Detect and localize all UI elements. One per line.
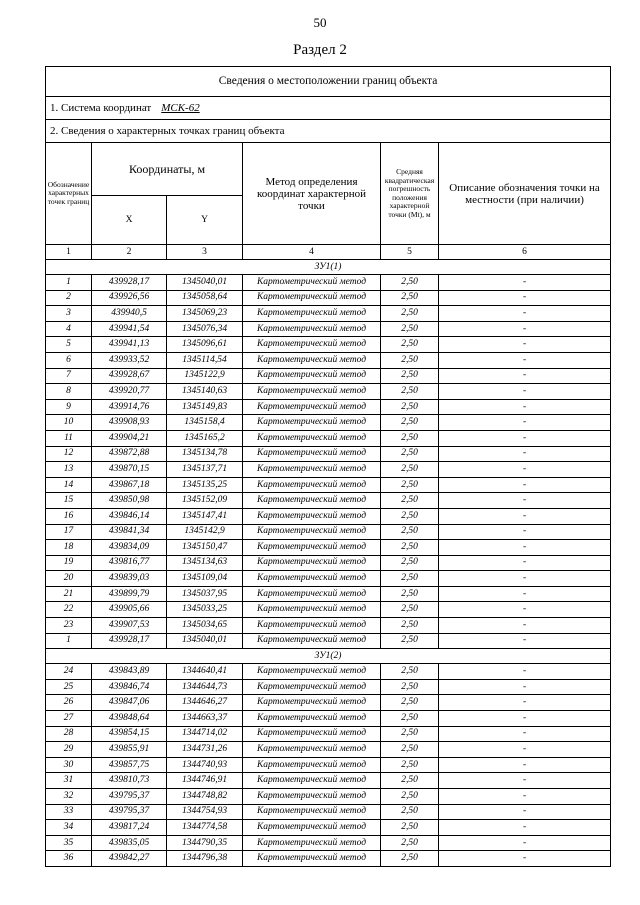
description-cell: -: [439, 618, 611, 634]
point-number-cell: 32: [46, 789, 92, 805]
point-number-cell: 25: [46, 679, 92, 695]
error-cell: 2,50: [381, 804, 439, 820]
table-row: [46, 306, 611, 322]
point-number-cell: 8: [46, 384, 92, 400]
table-row: [46, 726, 611, 742]
x-cell: 439941,13: [92, 337, 167, 353]
column-number: 2: [92, 245, 167, 260]
error-cell: 2,50: [381, 493, 439, 509]
table-row: [46, 446, 611, 462]
point-number-cell: 6: [46, 352, 92, 368]
x-cell: 439928,17: [92, 275, 167, 291]
y-cell: 1344714,02: [167, 726, 243, 742]
x-cell: 439834,09: [92, 540, 167, 556]
description-cell: -: [439, 804, 611, 820]
description-cell: -: [439, 446, 611, 462]
x-cell: 439904,21: [92, 430, 167, 446]
y-cell: 1345033,25: [167, 602, 243, 618]
error-cell: 2,50: [381, 633, 439, 649]
section-title: Раздел 2: [293, 42, 347, 58]
error-cell: 2,50: [381, 540, 439, 556]
method-cell: Картометрический метод: [243, 430, 381, 446]
header-method: Метод определения координат характерной точки: [243, 143, 381, 245]
description-cell: -: [439, 602, 611, 618]
column-number: 6: [439, 245, 611, 260]
y-cell: 1345040,01: [167, 275, 243, 291]
y-cell: 1344644,73: [167, 679, 243, 695]
method-cell: Картометрический метод: [243, 851, 381, 867]
y-cell: 1344796,38: [167, 851, 243, 867]
error-cell: 2,50: [381, 695, 439, 711]
x-cell: 439928,17: [92, 633, 167, 649]
description-cell: -: [439, 415, 611, 431]
point-number-cell: 28: [46, 726, 92, 742]
method-cell: Картометрический метод: [243, 571, 381, 587]
table-row: [46, 321, 611, 337]
method-cell: Картометрический метод: [243, 524, 381, 540]
table-row: [46, 851, 611, 867]
method-cell: Картометрический метод: [243, 306, 381, 322]
x-cell: 439843,89: [92, 664, 167, 680]
table-row: [46, 384, 611, 400]
table-row: [46, 462, 611, 478]
group-row: [46, 260, 611, 275]
error-cell: 2,50: [381, 290, 439, 306]
x-cell: 439933,52: [92, 352, 167, 368]
table-row: [46, 430, 611, 446]
table-row: [46, 399, 611, 415]
error-cell: 2,50: [381, 586, 439, 602]
method-cell: Картометрический метод: [243, 368, 381, 384]
point-number-cell: 1: [46, 275, 92, 291]
x-cell: 439839,03: [92, 571, 167, 587]
y-cell: 1344740,93: [167, 757, 243, 773]
x-cell: 439847,06: [92, 695, 167, 711]
error-cell: 2,50: [381, 275, 439, 291]
x-cell: 439854,15: [92, 726, 167, 742]
description-cell: -: [439, 664, 611, 680]
x-cell: 439841,34: [92, 524, 167, 540]
error-cell: 2,50: [381, 618, 439, 634]
error-cell: 2,50: [381, 399, 439, 415]
error-cell: 2,50: [381, 337, 439, 353]
x-cell: 439795,37: [92, 789, 167, 805]
table-row: [46, 586, 611, 602]
description-cell: -: [439, 851, 611, 867]
table-row: [46, 835, 611, 851]
method-cell: Картометрический метод: [243, 493, 381, 509]
points-info-row: 2. Сведения о характерных точках границ объекта: [46, 120, 611, 143]
y-cell: 1345150,47: [167, 540, 243, 556]
x-cell: 439850,98: [92, 493, 167, 509]
error-cell: 2,50: [381, 477, 439, 493]
point-number-cell: 16: [46, 508, 92, 524]
description-cell: -: [439, 540, 611, 556]
y-cell: 1344731,26: [167, 742, 243, 758]
x-cell: 439940,5: [92, 306, 167, 322]
table-row: [46, 679, 611, 695]
y-cell: 1345140,63: [167, 384, 243, 400]
y-cell: 1344640,41: [167, 664, 243, 680]
description-cell: -: [439, 508, 611, 524]
y-cell: 1344774,58: [167, 820, 243, 836]
error-cell: 2,50: [381, 321, 439, 337]
point-number-cell: 11: [46, 430, 92, 446]
y-cell: 1345058,64: [167, 290, 243, 306]
header-error: Средняя квадратическая погрешность положения характерной точки (Mt), м: [381, 143, 439, 245]
header-x: X: [92, 196, 167, 245]
method-cell: Картометрический метод: [243, 462, 381, 478]
description-cell: -: [439, 290, 611, 306]
point-number-cell: 22: [46, 602, 92, 618]
x-cell: 439810,73: [92, 773, 167, 789]
description-cell: -: [439, 757, 611, 773]
error-cell: 2,50: [381, 352, 439, 368]
x-cell: 439816,77: [92, 555, 167, 571]
error-cell: 2,50: [381, 664, 439, 680]
table-row: [46, 368, 611, 384]
description-cell: -: [439, 524, 611, 540]
description-cell: -: [439, 384, 611, 400]
error-cell: 2,50: [381, 446, 439, 462]
table-row: [46, 664, 611, 680]
method-cell: Картометрический метод: [243, 742, 381, 758]
error-cell: 2,50: [381, 726, 439, 742]
description-cell: -: [439, 789, 611, 805]
error-cell: 2,50: [381, 773, 439, 789]
method-cell: Картометрический метод: [243, 633, 381, 649]
table-title: Сведения о местоположении границ объекта: [46, 67, 611, 97]
method-cell: Картометрический метод: [243, 508, 381, 524]
description-cell: -: [439, 633, 611, 649]
description-cell: -: [439, 726, 611, 742]
method-cell: Картометрический метод: [243, 275, 381, 291]
x-cell: 439835,05: [92, 835, 167, 851]
error-cell: 2,50: [381, 555, 439, 571]
column-numbers-row: [46, 245, 611, 260]
table-row: [46, 757, 611, 773]
method-cell: Картометрический метод: [243, 726, 381, 742]
column-number: 1: [46, 245, 92, 260]
table-row: [46, 633, 611, 649]
description-cell: -: [439, 493, 611, 509]
description-cell: -: [439, 306, 611, 322]
description-cell: -: [439, 462, 611, 478]
point-number-cell: 1: [46, 633, 92, 649]
error-cell: 2,50: [381, 462, 439, 478]
y-cell: 1345076,34: [167, 321, 243, 337]
method-cell: Картометрический метод: [243, 540, 381, 556]
table-row: [46, 524, 611, 540]
table-row: [46, 337, 611, 353]
method-cell: Картометрический метод: [243, 477, 381, 493]
x-cell: 439867,18: [92, 477, 167, 493]
error-cell: 2,50: [381, 368, 439, 384]
description-cell: -: [439, 695, 611, 711]
y-cell: 1345034,65: [167, 618, 243, 634]
description-cell: -: [439, 742, 611, 758]
method-cell: Картометрический метод: [243, 321, 381, 337]
group-row: [46, 649, 611, 664]
point-number-cell: 15: [46, 493, 92, 509]
page-number: 50: [313, 15, 327, 30]
error-cell: 2,50: [381, 742, 439, 758]
x-cell: 439926,56: [92, 290, 167, 306]
point-number-cell: 12: [46, 446, 92, 462]
point-number-cell: 19: [46, 555, 92, 571]
method-cell: Картометрический метод: [243, 695, 381, 711]
point-number-cell: 21: [46, 586, 92, 602]
point-number-cell: 31: [46, 773, 92, 789]
y-cell: 1345142,9: [167, 524, 243, 540]
point-number-cell: 18: [46, 540, 92, 556]
method-cell: Картометрический метод: [243, 618, 381, 634]
table-row: [46, 275, 611, 291]
y-cell: 1345037,95: [167, 586, 243, 602]
point-number-cell: 3: [46, 306, 92, 322]
y-cell: 1345158,4: [167, 415, 243, 431]
method-cell: Картометрический метод: [243, 757, 381, 773]
method-cell: Картометрический метод: [243, 773, 381, 789]
method-cell: Картометрический метод: [243, 664, 381, 680]
coordinate-system-value: МСК-62: [161, 101, 200, 114]
description-cell: -: [439, 337, 611, 353]
description-cell: -: [439, 430, 611, 446]
description-cell: -: [439, 820, 611, 836]
x-cell: 439870,15: [92, 462, 167, 478]
table-row: [46, 742, 611, 758]
description-cell: -: [439, 586, 611, 602]
error-cell: 2,50: [381, 757, 439, 773]
table-row: [46, 804, 611, 820]
y-cell: 1344754,93: [167, 804, 243, 820]
point-number-cell: 10: [46, 415, 92, 431]
description-cell: -: [439, 711, 611, 727]
method-cell: Картометрический метод: [243, 337, 381, 353]
method-cell: Картометрический метод: [243, 804, 381, 820]
point-number-cell: 20: [46, 571, 92, 587]
point-number-cell: 14: [46, 477, 92, 493]
method-cell: Картометрический метод: [243, 384, 381, 400]
y-cell: 1345122,9: [167, 368, 243, 384]
y-cell: 1345135,25: [167, 477, 243, 493]
table-row: [46, 555, 611, 571]
error-cell: 2,50: [381, 820, 439, 836]
point-number-cell: 4: [46, 321, 92, 337]
description-cell: -: [439, 773, 611, 789]
method-cell: Картометрический метод: [243, 711, 381, 727]
header-point: Обозначение характерных точек границ: [46, 143, 92, 245]
description-cell: -: [439, 477, 611, 493]
description-cell: -: [439, 555, 611, 571]
y-cell: 1345109,04: [167, 571, 243, 587]
y-cell: 1345134,63: [167, 555, 243, 571]
table-row: [46, 602, 611, 618]
description-cell: -: [439, 571, 611, 587]
y-cell: 1344790,35: [167, 835, 243, 851]
method-cell: Картометрический метод: [243, 835, 381, 851]
method-cell: Картометрический метод: [243, 679, 381, 695]
description-cell: -: [439, 399, 611, 415]
table-row: [46, 477, 611, 493]
x-cell: 439855,91: [92, 742, 167, 758]
error-cell: 2,50: [381, 602, 439, 618]
y-cell: 1344646,27: [167, 695, 243, 711]
coordinate-system-label: 1. Система координат: [50, 101, 152, 114]
error-cell: 2,50: [381, 851, 439, 867]
table-row: [46, 415, 611, 431]
error-cell: 2,50: [381, 789, 439, 805]
x-cell: 439899,79: [92, 586, 167, 602]
group-label: ЗУ1(2): [46, 649, 611, 664]
description-cell: -: [439, 275, 611, 291]
error-cell: 2,50: [381, 384, 439, 400]
x-cell: 439905,66: [92, 602, 167, 618]
x-cell: 439795,37: [92, 804, 167, 820]
x-cell: 439941,54: [92, 321, 167, 337]
error-cell: 2,50: [381, 415, 439, 431]
method-cell: Картометрический метод: [243, 399, 381, 415]
point-number-cell: 23: [46, 618, 92, 634]
method-cell: Картометрический метод: [243, 789, 381, 805]
y-cell: 1344748,82: [167, 789, 243, 805]
coordinates-table: [45, 66, 611, 867]
y-cell: 1345114,54: [167, 352, 243, 368]
y-cell: 1345147,41: [167, 508, 243, 524]
description-cell: -: [439, 368, 611, 384]
method-cell: Картометрический метод: [243, 446, 381, 462]
table-row: [46, 290, 611, 306]
point-number-cell: 30: [46, 757, 92, 773]
y-cell: 1345040,01: [167, 633, 243, 649]
table-row: [46, 571, 611, 587]
table-row: [46, 711, 611, 727]
y-cell: 1345165,2: [167, 430, 243, 446]
x-cell: 439908,93: [92, 415, 167, 431]
x-cell: 439928,67: [92, 368, 167, 384]
point-number-cell: 33: [46, 804, 92, 820]
group-label: ЗУ1(1): [46, 260, 611, 275]
error-cell: 2,50: [381, 508, 439, 524]
table-row: [46, 773, 611, 789]
table-row: [46, 618, 611, 634]
header-description: Описание обозначения точки на местности (при наличии): [439, 143, 611, 245]
description-cell: -: [439, 835, 611, 851]
error-cell: 2,50: [381, 524, 439, 540]
table-row: [46, 493, 611, 509]
x-cell: 439848,64: [92, 711, 167, 727]
coordinate-system-row: [46, 97, 611, 120]
x-cell: 439846,74: [92, 679, 167, 695]
y-cell: 1345137,71: [167, 462, 243, 478]
point-number-cell: 17: [46, 524, 92, 540]
method-cell: Картометрический метод: [243, 352, 381, 368]
description-cell: -: [439, 352, 611, 368]
method-cell: Картометрический метод: [243, 290, 381, 306]
y-cell: 1345069,23: [167, 306, 243, 322]
point-number-cell: 24: [46, 664, 92, 680]
y-cell: 1345152,09: [167, 493, 243, 509]
method-cell: Картометрический метод: [243, 602, 381, 618]
table-row: [46, 508, 611, 524]
y-cell: 1344746,91: [167, 773, 243, 789]
table-row: [46, 540, 611, 556]
x-cell: 439872,88: [92, 446, 167, 462]
point-number-cell: 36: [46, 851, 92, 867]
table-row: [46, 789, 611, 805]
error-cell: 2,50: [381, 306, 439, 322]
method-cell: Картометрический метод: [243, 555, 381, 571]
header-coords: Координаты, м: [92, 143, 243, 196]
header-y: Y: [167, 196, 243, 245]
point-number-cell: 9: [46, 399, 92, 415]
column-number: 5: [381, 245, 439, 260]
description-cell: -: [439, 679, 611, 695]
point-number-cell: 2: [46, 290, 92, 306]
y-cell: 1345149,83: [167, 399, 243, 415]
description-cell: -: [439, 321, 611, 337]
x-cell: 439846,14: [92, 508, 167, 524]
y-cell: 1345134,78: [167, 446, 243, 462]
x-cell: 439857,75: [92, 757, 167, 773]
x-cell: 439817,24: [92, 820, 167, 836]
table-row: [46, 820, 611, 836]
point-number-cell: 34: [46, 820, 92, 836]
x-cell: 439907,53: [92, 618, 167, 634]
point-number-cell: 35: [46, 835, 92, 851]
point-number-cell: 27: [46, 711, 92, 727]
error-cell: 2,50: [381, 711, 439, 727]
y-cell: 1345096,61: [167, 337, 243, 353]
error-cell: 2,50: [381, 835, 439, 851]
x-cell: 439842,27: [92, 851, 167, 867]
error-cell: 2,50: [381, 679, 439, 695]
column-number: 4: [243, 245, 381, 260]
x-cell: 439920,77: [92, 384, 167, 400]
y-cell: 1344663,37: [167, 711, 243, 727]
method-cell: Картометрический метод: [243, 820, 381, 836]
x-cell: 439914,76: [92, 399, 167, 415]
table-row: [46, 352, 611, 368]
column-number: 3: [167, 245, 243, 260]
error-cell: 2,50: [381, 571, 439, 587]
point-number-cell: 13: [46, 462, 92, 478]
point-number-cell: 7: [46, 368, 92, 384]
point-number-cell: 26: [46, 695, 92, 711]
point-number-cell: 5: [46, 337, 92, 353]
method-cell: Картометрический метод: [243, 415, 381, 431]
method-cell: Картометрический метод: [243, 586, 381, 602]
point-number-cell: 29: [46, 742, 92, 758]
error-cell: 2,50: [381, 430, 439, 446]
table-row: [46, 695, 611, 711]
